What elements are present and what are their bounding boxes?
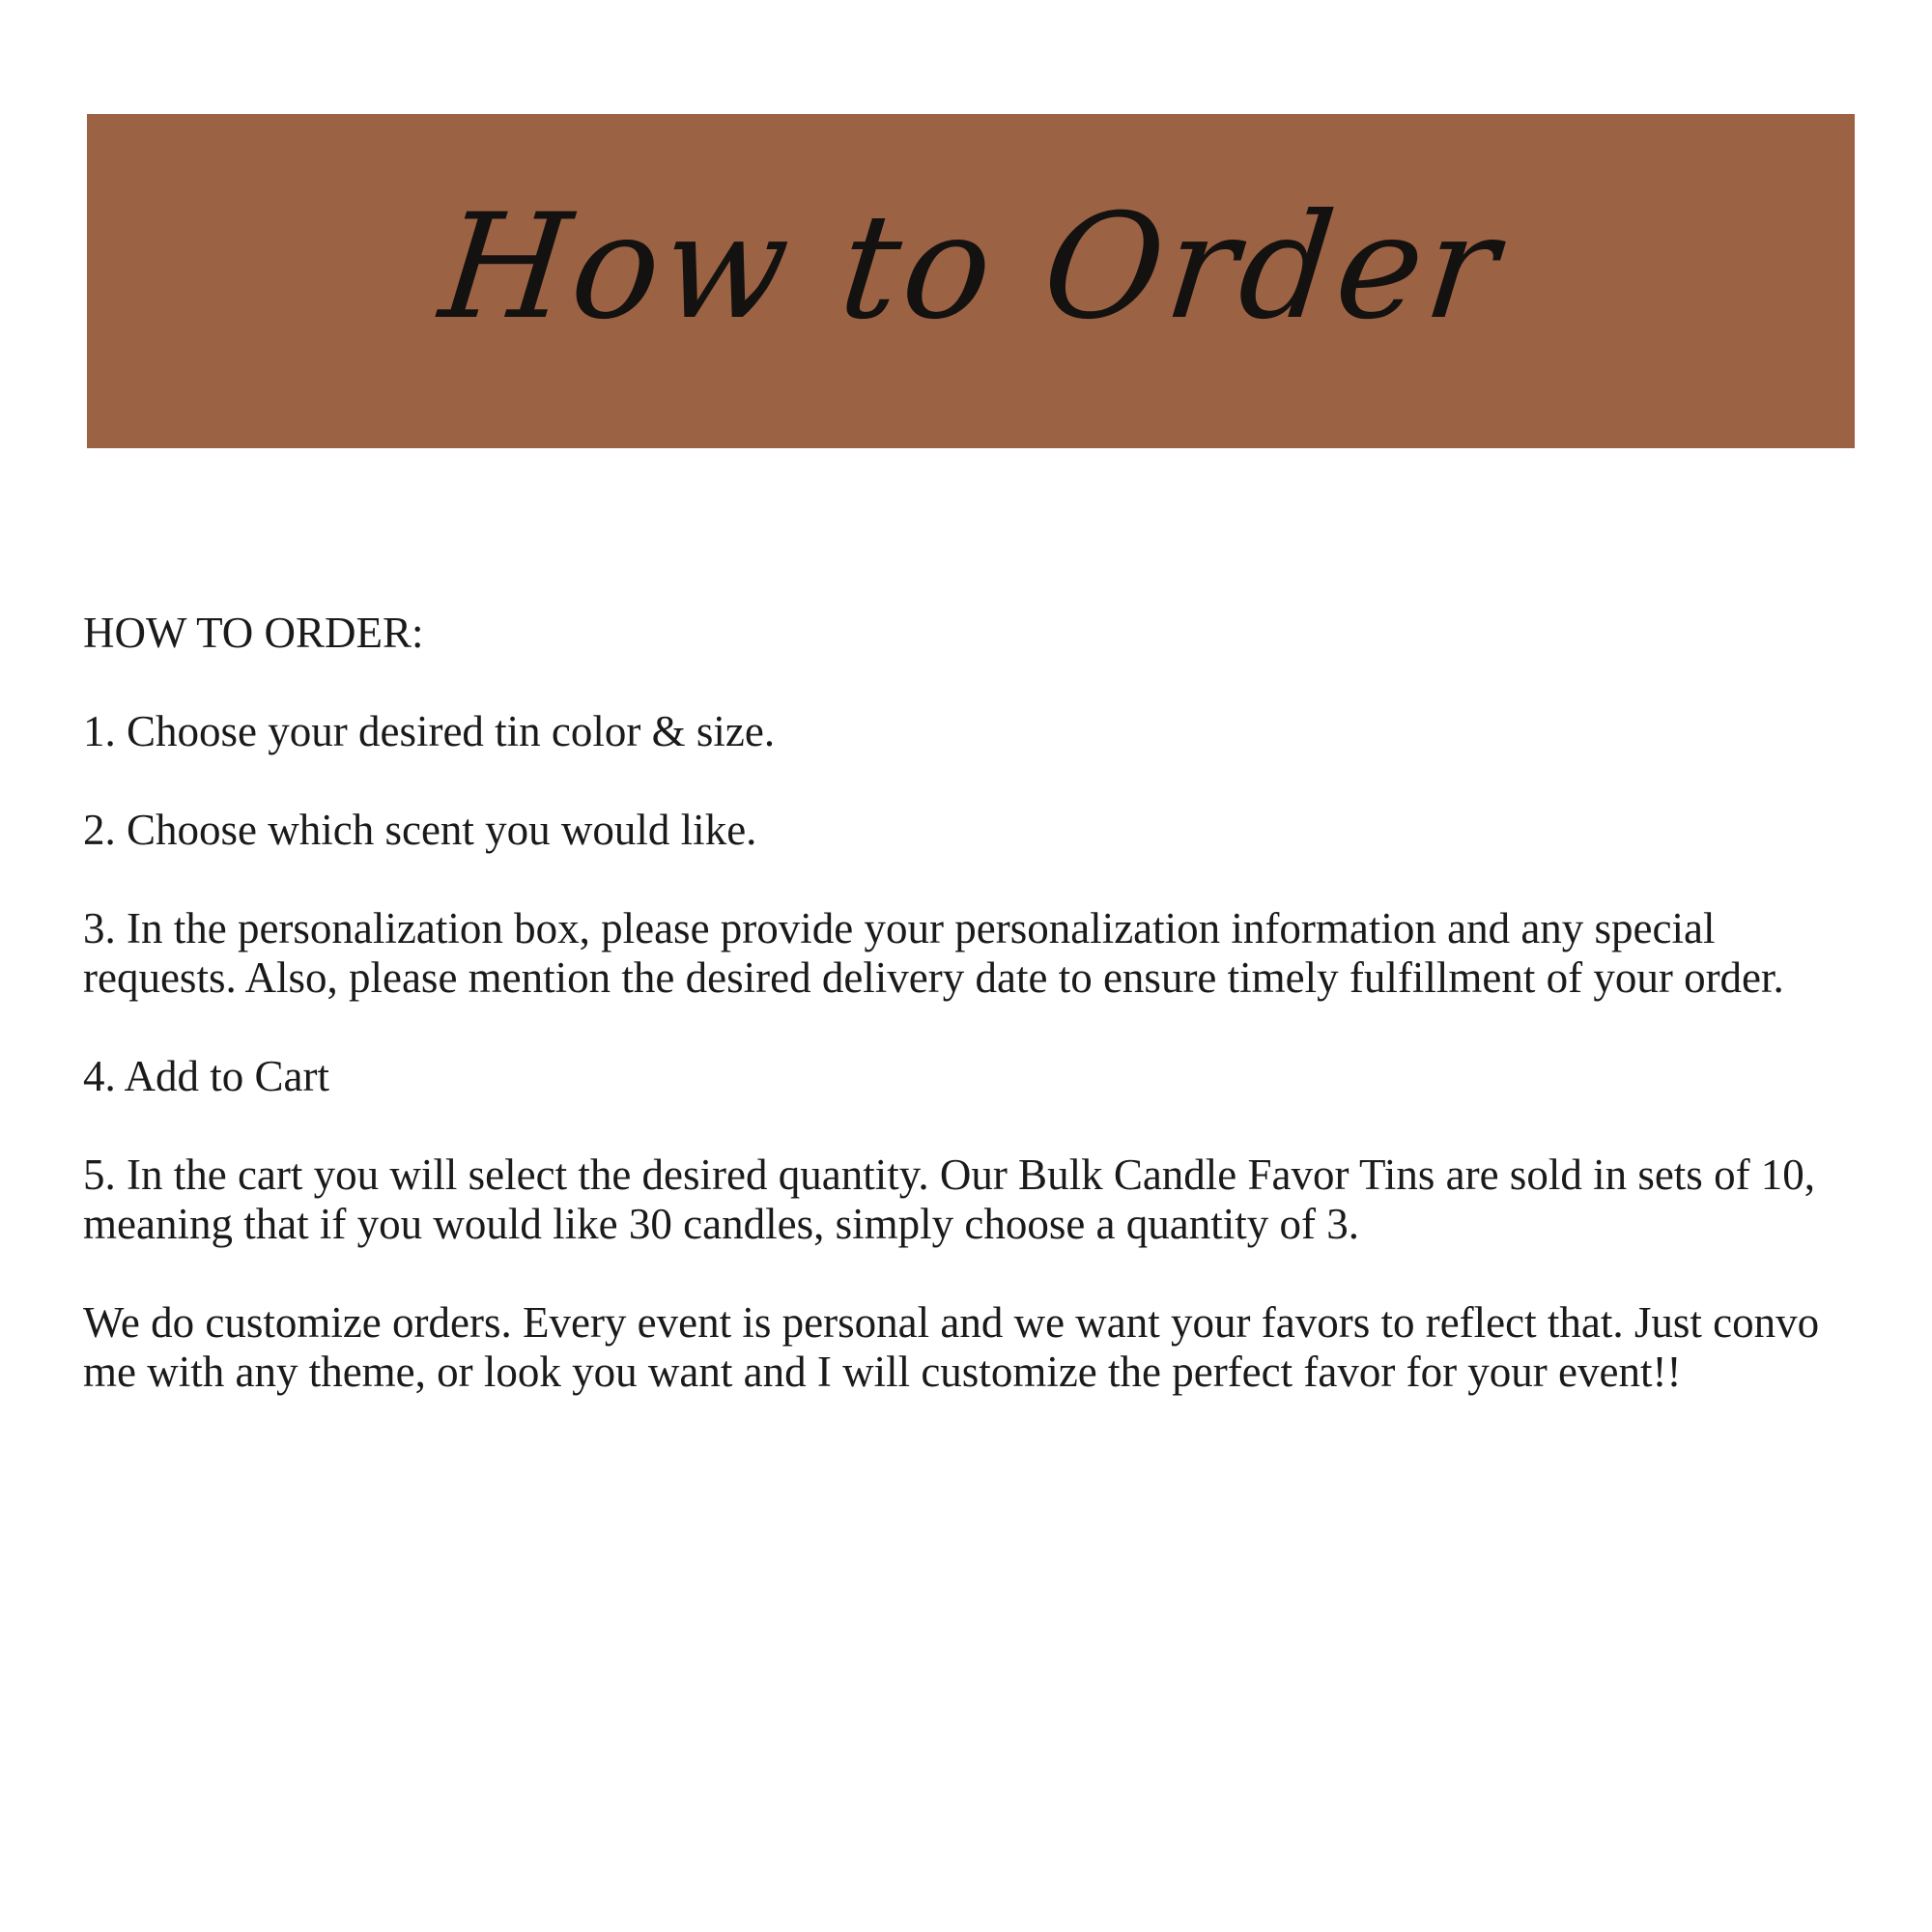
closing-note: We do customize orders. Every event is personal and we want your favors to reflect that. Just convo me with any theme, or look you want and I will customize the perfect favor for your event!! — [83, 1298, 1820, 1396]
instructions-heading: HOW TO ORDER: — [83, 609, 424, 657]
step-2: 2. Choose which scent you would like. — [83, 806, 757, 854]
title-banner — [87, 114, 1855, 448]
instructions-section — [83, 609, 1861, 1397]
step-4: 4. Add to Cart — [83, 1052, 329, 1100]
step-5: 5. In the cart you will select the desired quantity. Our Bulk Candle Favor Tins are sold in sets of 10, meaning that if you would like 30 candles, simply choose a quantity of 3. — [83, 1151, 1816, 1248]
banner-title: How to Order — [433, 184, 1509, 352]
step-1: 1. Choose your desired tin color & size. — [83, 707, 776, 755]
step-3: 3. In the personalization box, please provide your personalization information and any special requests. Also, please mention the desired delivery date to ensure timely fulfillment of your order. — [83, 904, 1784, 1002]
